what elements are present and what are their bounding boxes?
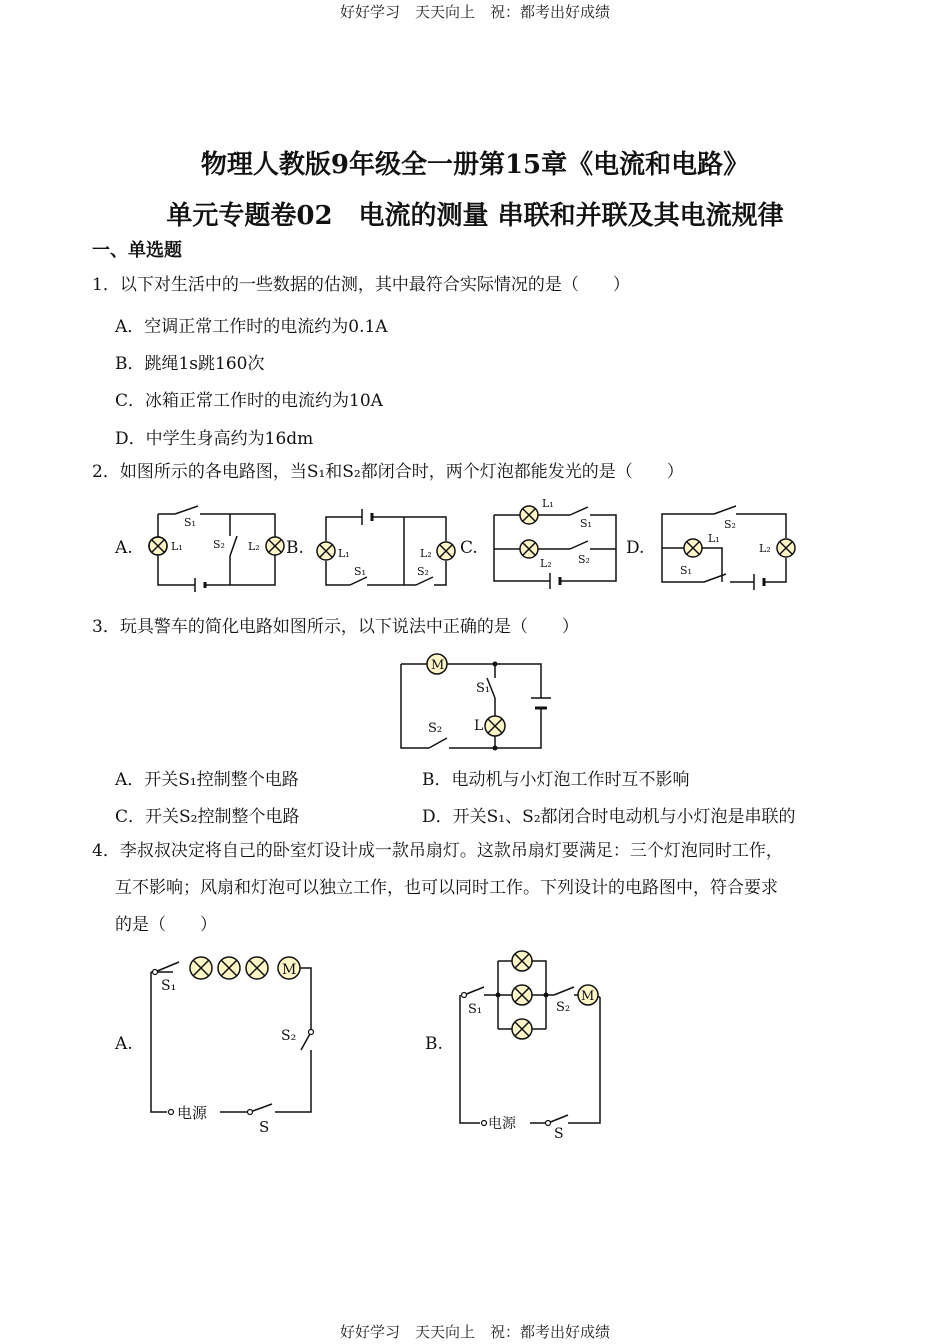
l2-label: L₂: [248, 540, 260, 553]
s1-label: S₁: [680, 564, 692, 577]
power-source-label: 电源: [177, 1104, 208, 1122]
q3-circuit: [395, 648, 550, 753]
q3-stem: 3．玩具警车的简化电路如图所示，以下说法中正确的是（ ）: [92, 617, 579, 637]
q2-circuit-d: [656, 500, 801, 595]
q2-label-d[interactable]: D.: [626, 538, 645, 558]
s1-label: S₁: [476, 681, 491, 696]
l2-label: L₂: [759, 542, 771, 555]
page-header: 好好学习 天天向上 祝：都考出好成绩: [339, 3, 610, 21]
l1-label: L₁: [542, 497, 554, 510]
s2-label: S₂: [281, 1028, 297, 1044]
l1-label: L₁: [171, 540, 183, 553]
s2-label: S₂: [428, 721, 443, 736]
section-heading: 一、单选题: [92, 240, 182, 261]
q3-option-b[interactable]: B．电动机与小灯泡工作时互不影响: [422, 770, 690, 790]
q2-label-a[interactable]: A.: [115, 538, 133, 558]
s2-label: S₂: [556, 1000, 571, 1015]
q4-circuit-b: [450, 945, 615, 1145]
q2-circuit-a: [140, 500, 290, 595]
switch-s-label: S: [259, 1118, 270, 1136]
title-line-1: 物理人教版9年级全一册第15章《电流和电路》: [200, 150, 750, 180]
s1-label: S₁: [354, 565, 366, 578]
q4-label-b[interactable]: B.: [425, 1034, 443, 1054]
motor-label: M: [282, 962, 297, 978]
s2-label: S₂: [213, 538, 225, 551]
q4-circuit-a: [145, 950, 320, 1140]
page-footer: 好好学习 天天向上 祝：都考出好成绩: [339, 1323, 610, 1341]
q1-option-b[interactable]: B．跳绳1s跳160次: [115, 354, 265, 374]
l2-label: L₂: [540, 557, 552, 570]
q3-option-d[interactable]: D．开关S₁、S₂都闭合时电动机与小灯泡是串联的: [422, 807, 796, 827]
s1-label: S₁: [184, 516, 196, 529]
motor-label: M: [431, 658, 445, 673]
q2-circuit-c: [490, 495, 625, 600]
q2-circuit-b: [312, 505, 472, 590]
s2-label: S₂: [578, 553, 590, 566]
title-line-2: 单元专题卷02 电流的测量 串联和并联及其电流规律: [166, 201, 784, 231]
q1-option-c[interactable]: C．冰箱正常工作时的电流约为10A: [115, 391, 383, 411]
q4-line-3: 的是（ ）: [115, 915, 217, 935]
q1-option-a[interactable]: A．空调正常工作时的电流约为0.1A: [115, 317, 388, 337]
s1-label: S₁: [161, 978, 177, 994]
l1-label: L₁: [708, 532, 720, 545]
q3-option-c[interactable]: C．开关S₂控制整个电路: [115, 807, 300, 827]
l-label: L: [474, 718, 484, 734]
switch-s-label: S: [554, 1126, 564, 1142]
s2-label: S₂: [724, 518, 736, 531]
q2-label-b[interactable]: B.: [286, 538, 304, 558]
power-source-label: 电源: [488, 1116, 516, 1132]
l2-label: L₂: [420, 547, 432, 560]
q1-stem: 1．以下对生活中的一些数据的估测，其中最符合实际情况的是（ ）: [92, 275, 630, 295]
q4-line-2: 互不影响；风扇和灯泡可以独立工作，也可以同时工作。下列设计的电路图中，符合要求: [115, 878, 778, 898]
s2-label: S₂: [417, 565, 429, 578]
q3-option-a[interactable]: A．开关S₁控制整个电路: [115, 770, 299, 790]
q1-option-d[interactable]: D．中学生身高约为16dm: [115, 429, 314, 449]
motor-label: M: [581, 989, 595, 1004]
q4-line-1: 4．李叔叔决定将自己的卧室灯设计成一款吊扇灯。这款吊扇灯要满足：三个灯泡同时工作，: [92, 841, 783, 861]
s1-label: S₁: [468, 1002, 483, 1017]
s1-label: S₁: [580, 517, 592, 530]
l1-label: L₁: [338, 547, 350, 560]
q2-label-c[interactable]: C.: [460, 538, 478, 558]
q2-stem: 2．如图所示的各电路图，当S₁和S₂都闭合时，两个灯泡都能发光的是（ ）: [92, 462, 684, 482]
q4-label-a[interactable]: A.: [115, 1034, 133, 1054]
